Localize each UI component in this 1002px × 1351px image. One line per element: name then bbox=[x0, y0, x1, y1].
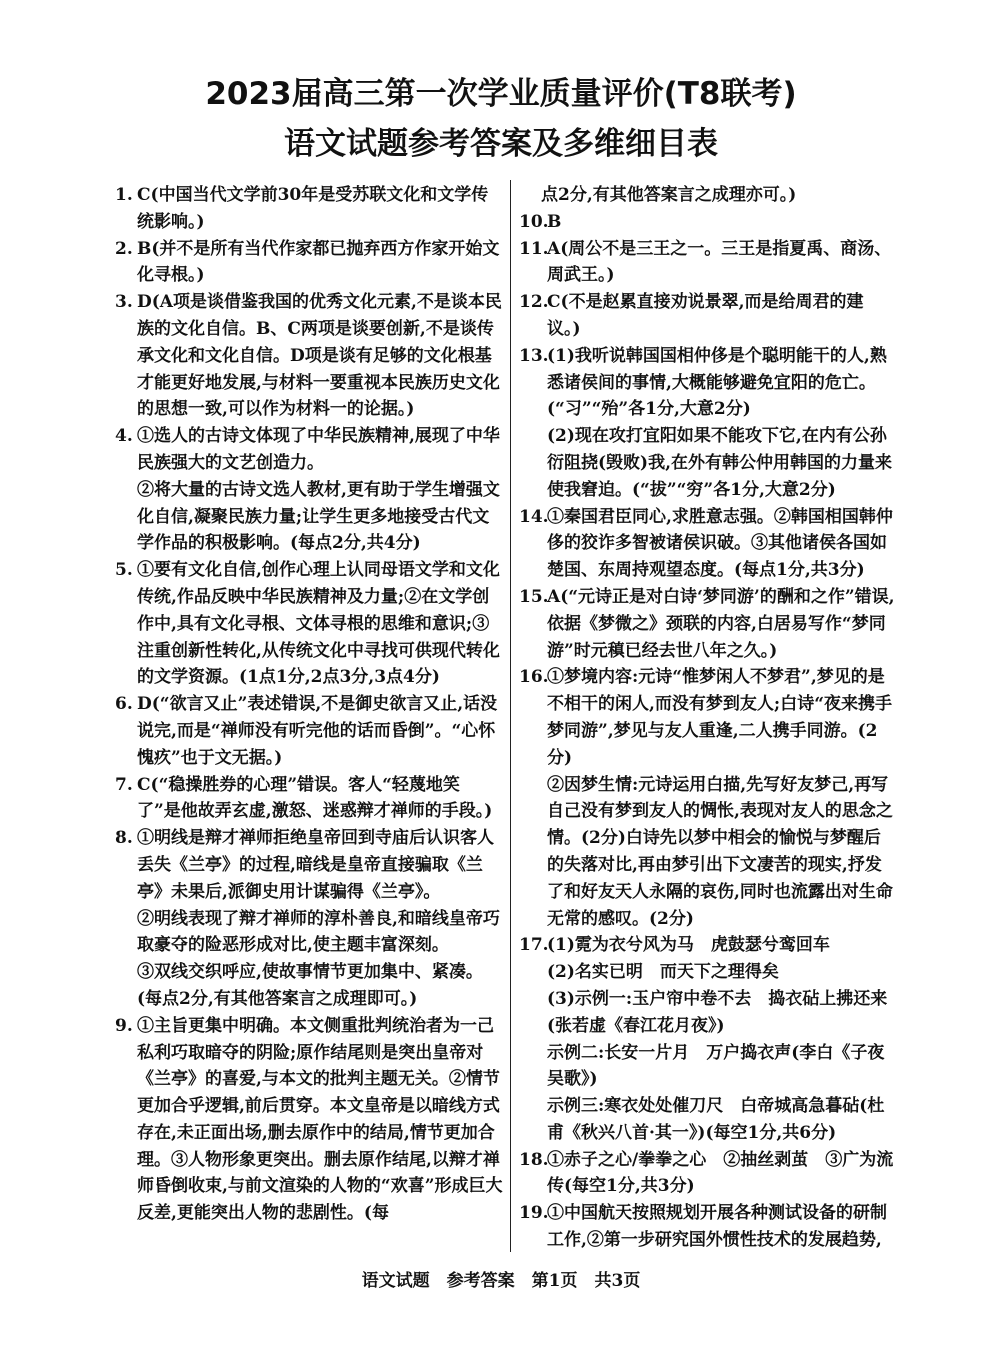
answer-item bbox=[115, 182, 503, 236]
answer-number: 10. bbox=[519, 211, 549, 232]
answer-text: ①明线是辩才禅师拒绝皇帝回到寺庙后认识客人丢失《兰亭》的过程,暗线是皇帝直接骗取《兰亭》未果后,派御史用计谋骗得《兰亭》。 bbox=[137, 828, 494, 902]
answer-item bbox=[519, 584, 897, 664]
answer-item bbox=[519, 182, 897, 209]
document-subtitle: 语文试题参考答案及多维细目表 bbox=[284, 126, 718, 162]
answer-number: 1. bbox=[115, 185, 133, 205]
answer-item bbox=[519, 1147, 897, 1201]
answer-number: 8. bbox=[115, 828, 133, 849]
answer-text: D(“欲言又止”表述错误,不是御史欲言又止,话没说完,而是“禅师没有听完他的话而昏倒”。“心怀愧疚”也于文无据。) bbox=[137, 694, 498, 768]
answer-text: ①赤子之心/拳拳之心 ②抽丝剥茧 ③广为流传(每空1分,共3分) bbox=[547, 1149, 894, 1197]
answer-text: ②因梦生情:元诗运用白描,先写好友梦己,再写自己没有梦到友人的惆怅,表现对友人的思念之情。(2分)白诗先以梦中相会的愉悦与梦醒后的失落对比,再由梦引出下文凄苦的现实,抒发了和好友天人永隔的哀伤,同时也流露出对生命无常的感叹。(2分) bbox=[547, 774, 893, 929]
answer-number: 13. bbox=[519, 345, 549, 366]
answer-text: A(周公不是三王之一。三王是指夏禹、商汤、周武王。) bbox=[547, 238, 892, 286]
answer-text: ①主旨更集中明确。本文侧重批判统治者为一己私利巧取暗夺的阴险;原作结尾则是突出皇帝对《兰亭》的喜爱,与本文的批判主题无关。②情节更加合乎逻辑,前后贯穿。本文皇帝是以暗线方式存在,未正面出场,删去原作中的结局,情节更加合理。③人物形象更突出。删去原作结尾,以辩才禅师昏倒收束,与前文渲染的人物的“欢喜”形成巨大反差,更能突出人物的悲剧性。(每 bbox=[137, 1015, 503, 1224]
answer-text: ③双线交织呼应,使故事情节更加集中、紧凑。(每点2分,有其他答案言之成理即可。) bbox=[137, 962, 483, 1009]
answer-text: ①选人的古诗文体现了中华民族精神,展现了中华民族强大的文艺创造力。 bbox=[137, 426, 500, 473]
answer-item bbox=[115, 236, 503, 290]
answer-text: C(不是赵累直接劝说景翠,而是给周君的建议。) bbox=[547, 292, 864, 339]
answer-item bbox=[115, 691, 503, 771]
answer-text: (3)示例一:玉户帘中卷不去 捣衣砧上拂还来(张若虚《春江花月夜》) bbox=[547, 988, 888, 1036]
answer-item bbox=[519, 209, 897, 236]
answer-text: 示例三:寒衣处处催刀尺 白帝城高急暮砧(杜甫《秋兴八首·其一》)(每空1分,共6分) bbox=[547, 1096, 885, 1143]
answer-number: 15. bbox=[519, 586, 549, 607]
left-answer-column bbox=[115, 182, 503, 1227]
answer-number: 2. bbox=[115, 238, 133, 259]
answer-number: 19. bbox=[519, 1203, 549, 1224]
answer-item bbox=[519, 664, 897, 932]
answer-number: 14. bbox=[519, 506, 549, 527]
answer-text: 示例二:长安一片月 万户捣衣声(李白《子夜吴歌》) bbox=[547, 1042, 885, 1090]
answer-item bbox=[115, 772, 503, 826]
answer-text: (2)名实已明 而天下之理得矣 bbox=[547, 962, 779, 983]
answer-text: ①秦国君臣同心,求胜意志强。②韩国相国韩仲侈的狡诈多智被诸侯识破。③其他诸侯各国如楚国、东周持观望态度。(每点1分,共3分) bbox=[547, 506, 893, 581]
answer-number: 7. bbox=[115, 774, 133, 795]
answer-number: 6. bbox=[115, 694, 133, 715]
answer-number: 17. bbox=[519, 935, 549, 956]
answer-text: ②明线表现了辩才禅师的淳朴善良,和暗线皇帝巧取豪夺的险恶形成对比,使主题丰富深刻。 bbox=[137, 908, 500, 956]
answer-text: (1)霓为衣兮风为马 虎鼓瑟兮鸾回车 bbox=[547, 935, 830, 956]
answer-text: A(“元诗正是对白诗‘梦同游’的酬和之作”错误,依据《梦微之》颈联的内容,白居易写作“梦同游”时元稹已经去世八年之久。) bbox=[547, 586, 895, 661]
answer-item bbox=[519, 236, 897, 290]
answer-item bbox=[519, 1200, 897, 1254]
answer-number: 5. bbox=[115, 560, 133, 581]
answer-item bbox=[115, 557, 503, 691]
answer-text: ①中国航天按照规划开展各种测试设备的研制工作,②第一步研究国外惯性技术的发展趋势, bbox=[547, 1203, 887, 1251]
answer-number: 18. bbox=[519, 1149, 549, 1170]
column-divider bbox=[510, 180, 511, 1252]
answer-text: ①梦境内容:元诗“惟梦闲人不梦君”,梦见的是不相干的闲人,而没有梦到友人;白诗“夜来携手梦同游”,梦见与友人重逢,二人携手同游。(2分) bbox=[547, 667, 892, 768]
page-footer: 语文试题 参考答案 第1页 共3页 bbox=[361, 1271, 641, 1291]
answer-text: B bbox=[547, 211, 562, 232]
answer-text: C(中国当代文学前30年是受苏联文化和文学传统影响。) bbox=[137, 185, 489, 232]
answer-number: 9. bbox=[115, 1015, 133, 1036]
answer-number: 11. bbox=[519, 238, 549, 259]
answer-text: B(并不是所有当代作家都已抛弃西方作家开始文化寻根。) bbox=[137, 238, 500, 286]
answer-item bbox=[115, 825, 503, 1013]
answer-item bbox=[519, 932, 897, 1146]
answer-number: 4. bbox=[115, 426, 133, 447]
answer-text: C(“稳操胜券的心理”错误。客人“轻蔑地笑了”是他故弄玄虚,激怒、迷惑辩才禅师的手段。) bbox=[137, 774, 493, 822]
answer-item bbox=[115, 1013, 503, 1227]
answer-item bbox=[115, 423, 503, 557]
answer-number: 3. bbox=[115, 292, 133, 313]
answer-item bbox=[519, 504, 897, 584]
answer-item bbox=[519, 289, 897, 343]
answer-text: D(A项是谈借鉴我国的优秀文化元素,不是谈本民族的文化自信。B、C两项是谈要创新,不是谈传承文化和文化自信。D项是谈有足够的文化根基才能更好地发展,与材料一要重视本民族历史文化的思想一致,可以作为材料一的论据。) bbox=[137, 292, 502, 420]
answer-number: 16. bbox=[519, 667, 549, 688]
answer-item bbox=[115, 289, 503, 423]
answer-text: (1)我听说韩国国相仲侈是个聪明能干的人,熟悉诸侯间的事情,大概能够避免宜阳的危亡。(“习”“殆”各1分,大意2分) bbox=[547, 345, 887, 420]
answer-text: (2)现在攻打宜阳如果不能攻下它,在内有公孙衍阻挠(毁败)我,在外有韩公仲用韩国的力量来使我窘迫。(“拔”“穷”各1分,大意2分) bbox=[547, 426, 893, 500]
answer-text: 点2分,有其他答案言之成理亦可。) bbox=[541, 185, 797, 205]
right-answer-column bbox=[519, 182, 897, 1254]
answer-number: 12. bbox=[519, 292, 549, 313]
document-title: 2023届高三第一次学业质量评价(T8联考) bbox=[205, 76, 797, 112]
answer-item bbox=[519, 343, 897, 504]
answer-text: ②将大量的古诗文选人教材,更有助于学生增强文化自信,凝聚民族力量;让学生更多地接受古代文学作品的积极影响。(每点2分,共4分) bbox=[137, 479, 500, 554]
answer-text: ①要有文化自信,创作心理上认同母语文学和文化传统,作品反映中华民族精神及力量;②在文学创作中,具有文化寻根、文体寻根的思维和意识;③注重创新性转化,从传统文化中寻找可供现代转化的文学资源。(1点1分,2点3分,3点4分) bbox=[137, 560, 500, 688]
